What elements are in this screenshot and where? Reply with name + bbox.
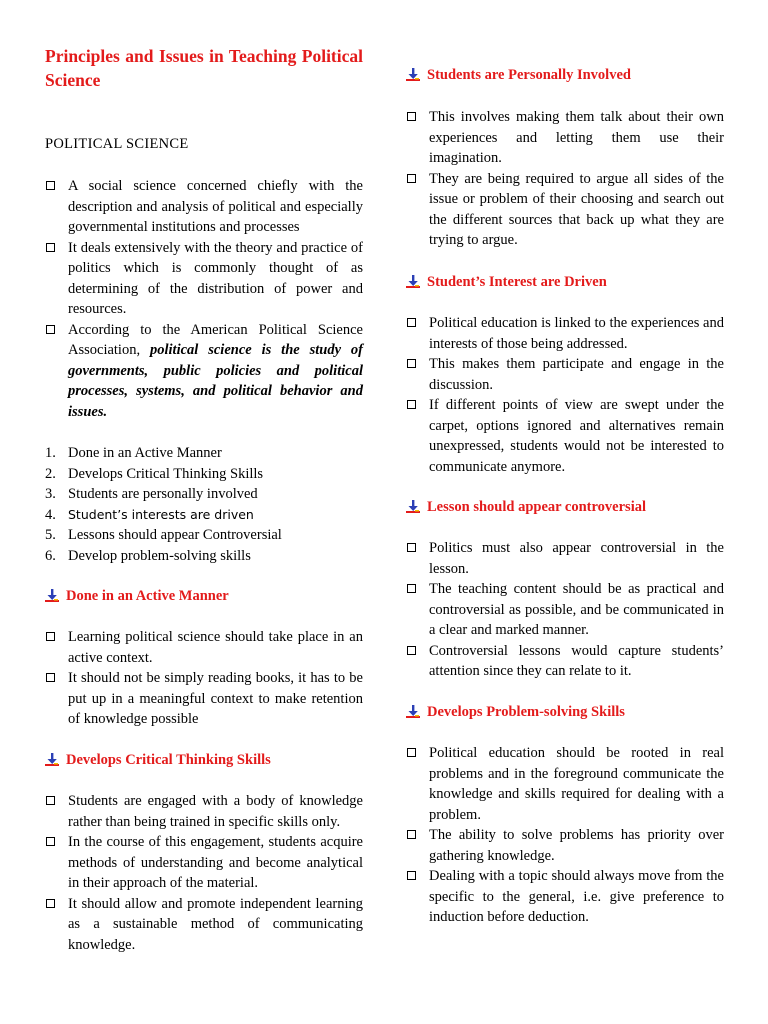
list-item: Students are engaged with a body of knowledge rather than being trained in specific skills only. [45,791,363,832]
arrow-bullet-icon [406,68,420,82]
list-item: Learning political science should take place in an active context. [45,627,363,668]
controversial-list [406,538,724,682]
numbered-item: 2. Develops Critical Thinking Skills [45,465,264,482]
critical-thinking-list [45,791,363,955]
checkbox-bullet-icon [407,871,416,880]
apsa-definition: political science is the study of governments, public policies and political processes, systems, and political behavior and issues. [68,342,363,420]
list-item: They are being required to argue all sides of the issue or problem of their choosing and search out the different sources that back up what they are trying to argue. [406,169,724,251]
numbered-item: 5. Lessons should appear Controversial [45,527,282,543]
checkbox-bullet-icon [46,837,55,846]
arrow-bullet-icon [406,275,420,289]
checkbox-bullet-icon [407,543,416,552]
checkbox-bullet-icon [46,325,55,334]
checkbox-bullet-icon [407,830,416,839]
list-item [45,320,363,423]
list-item: This involves making them talk about their own experiences and letting them use their imagination. [406,107,724,169]
document-title: Principles and Issues in Teaching Political Science [45,46,363,90]
list-item: In the course of this engagement, students acquire methods of understanding and become analytical in their approach of the material. [45,832,363,894]
checkbox-bullet-icon [407,584,416,593]
list-item: A social science concerned chiefly with the description and analysis of political and especially governmental institutions and processes [45,176,363,238]
list-item: It deals extensively with the theory and practice of politics which is commonly thought of as determining of the distribution of power and resources. [45,238,363,320]
checkbox-bullet-icon [407,318,416,327]
numbered-item: 6. Develop problem-solving skills [45,547,251,564]
definition-list [45,176,363,422]
heading-interest-driven: Student’s Interest are Driven [427,272,607,292]
list-item: The teaching content should be as practical and controversial as possible, and be communicated in a clear and marked manner. [406,579,724,641]
checkbox-bullet-icon [407,174,416,183]
checkbox-bullet-icon [46,243,55,252]
heading-personally-involved: Students are Personally Involved [427,65,631,85]
checkbox-bullet-icon [46,632,55,641]
heading-controversial: Lesson should appear controversial [427,497,646,517]
list-item: This makes them participate and engage in the discussion. [406,354,724,395]
numbered-item: 4. Student’s interests are driven [45,506,254,523]
list-item: It should not be simply reading books, it has to be put up in a meaningful context to make retention of knowledge possible [45,668,363,730]
arrow-bullet-icon [45,589,59,603]
checkbox-bullet-icon [407,748,416,757]
personally-involved-list [406,107,724,251]
numbered-item: 1. Done in an Active Manner [45,445,222,461]
list-item: The ability to solve problems has priority over gathering knowledge. [406,825,724,866]
numbered-item: 3. Students are personally involved [45,486,258,502]
heading-critical-thinking: Develops Critical Thinking Skills [66,750,271,770]
list-item: Political education should be rooted in real problems and in the foreground communicate the knowledge and skills required for dealing with a problem. [406,743,724,825]
checkbox-bullet-icon [46,181,55,190]
checkbox-bullet-icon [46,673,55,682]
arrow-bullet-icon [406,500,420,514]
problem-solving-list [406,743,724,928]
section-title: POLITICAL SCIENCE [45,136,189,152]
list-item: Politics must also appear controversial in the lesson. [406,538,724,579]
checkbox-bullet-icon [407,112,416,121]
apsa-lead: According to the American Political Science Association, [68,321,363,358]
list-item: Dealing with a topic should always move from the specific to the general, i.e. give preference to induction before deduction. [406,866,724,928]
list-item: It should allow and promote independent learning as a sustainable method of communicating knowledge. [45,894,363,956]
checkbox-bullet-icon [407,646,416,655]
arrow-bullet-icon [406,705,420,719]
arrow-bullet-icon [45,753,59,767]
list-item: Political education is linked to the experiences and interests of those being addressed. [406,313,724,354]
checkbox-bullet-icon [407,359,416,368]
list-item: If different points of view are swept under the carpet, options ignored and alternatives remain unexpressed, students would not be interested to communicate anymore. [406,395,724,477]
list-item: Controversial lessons would capture students’ attention since they can relate to it. [406,641,724,682]
interest-driven-list [406,313,724,477]
heading-active-manner: Done in an Active Manner [66,586,229,606]
checkbox-bullet-icon [46,796,55,805]
active-manner-list [45,627,363,730]
checkbox-bullet-icon [407,400,416,409]
checkbox-bullet-icon [46,899,55,908]
principles-list [45,443,363,566]
heading-problem-solving: Develops Problem-solving Skills [427,702,625,722]
